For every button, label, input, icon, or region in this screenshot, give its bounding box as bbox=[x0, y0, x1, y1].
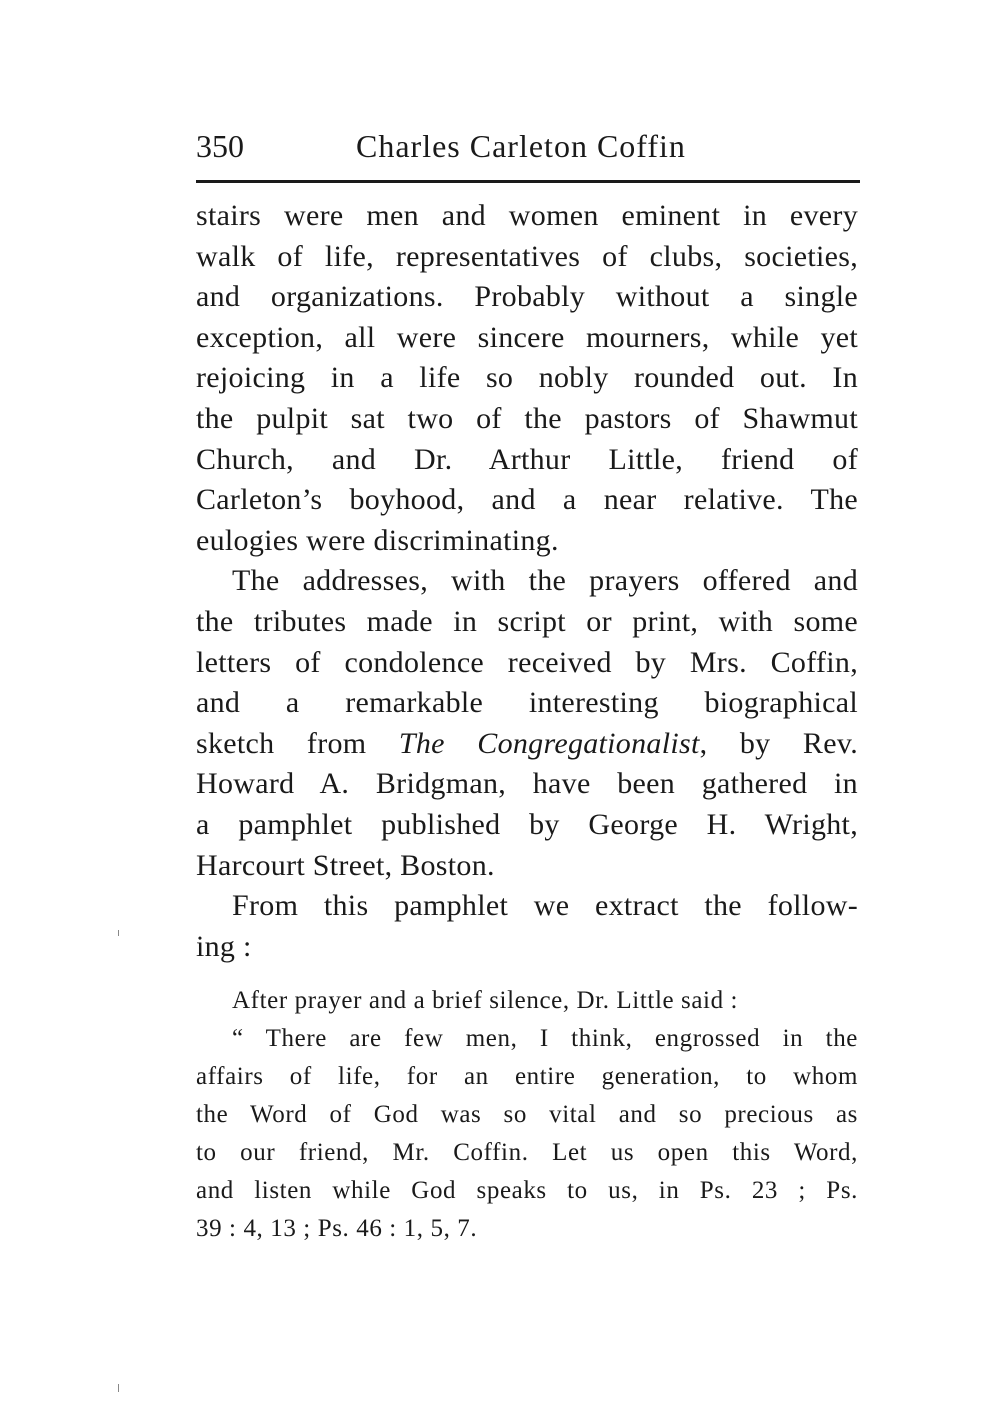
text-line: the tributes made in script or print, with some bbox=[196, 604, 858, 638]
text-line: Carleton’s boyhood, and a near relative. The bbox=[196, 483, 858, 517]
text-line: a pamphlet published by George H. Wright, bbox=[196, 807, 858, 841]
paragraph-1 bbox=[196, 196, 858, 561]
running-title: Charles Carleton Coffin bbox=[356, 128, 686, 164]
quote-line: affairs of life, for an entire generation, to whom bbox=[196, 1063, 858, 1090]
text-line: stairs were men and women eminent in every bbox=[196, 199, 858, 232]
text-line: From this pamphlet we extract the follow- bbox=[232, 889, 858, 923]
text-line-with-title bbox=[196, 724, 858, 765]
text-line: the pulpit sat two of the pastors of Shawmut bbox=[196, 401, 858, 435]
extract-intro: After prayer and a brief silence, Dr. Little said : bbox=[232, 987, 739, 1014]
quote-line: and listen while God speaks to us, in Ps. 23 ; Ps. bbox=[196, 1177, 858, 1204]
paragraph-3 bbox=[196, 886, 858, 967]
quote-line: the Word of God was so vital and so precious as bbox=[196, 1101, 858, 1128]
body-text bbox=[196, 196, 858, 967]
text-line: ing : bbox=[196, 929, 252, 963]
text-line: letters of condolence received by Mrs. Coffin, bbox=[196, 645, 858, 679]
text-line: Church, and Dr. Arthur Little, friend of bbox=[196, 442, 858, 476]
pamphlet-extract bbox=[196, 982, 858, 1248]
page-number: 350 bbox=[196, 128, 244, 164]
text-line: Howard A. Bridgman, have been gathered in bbox=[196, 767, 858, 801]
paragraph-2 bbox=[196, 561, 858, 886]
text-line: The addresses, with the prayers offered and bbox=[232, 564, 858, 598]
header-rule bbox=[196, 180, 860, 183]
text-line: exception, all were sincere mourners, while yet bbox=[196, 320, 858, 354]
text-fragment: , by Rev. bbox=[699, 726, 858, 760]
scan-mark bbox=[118, 1384, 119, 1392]
text-line: walk of life, representatives of clubs, societies, bbox=[196, 239, 858, 273]
periodical-title: The Congregationalist bbox=[398, 726, 700, 760]
text-line: rejoicing in a life so nobly rounded out. In bbox=[196, 361, 858, 395]
text-fragment: sketch from bbox=[196, 726, 399, 760]
quote-line: to our friend, Mr. Coffin. Let us open this Word, bbox=[196, 1139, 858, 1166]
text-line: eulogies were discriminating. bbox=[196, 523, 559, 557]
scan-mark bbox=[118, 930, 119, 936]
page-header bbox=[196, 128, 861, 176]
quote-line: 39 : 4, 13 ; Ps. 46 : 1, 5, 7. bbox=[196, 1215, 478, 1242]
text-line: and a remarkable interesting biographical bbox=[196, 686, 858, 720]
quote-line: “ There are few men, I think, engrossed in the bbox=[232, 1025, 858, 1052]
text-line: Harcourt Street, Boston. bbox=[196, 848, 495, 882]
text-line: and organizations. Probably without a single bbox=[196, 280, 858, 314]
